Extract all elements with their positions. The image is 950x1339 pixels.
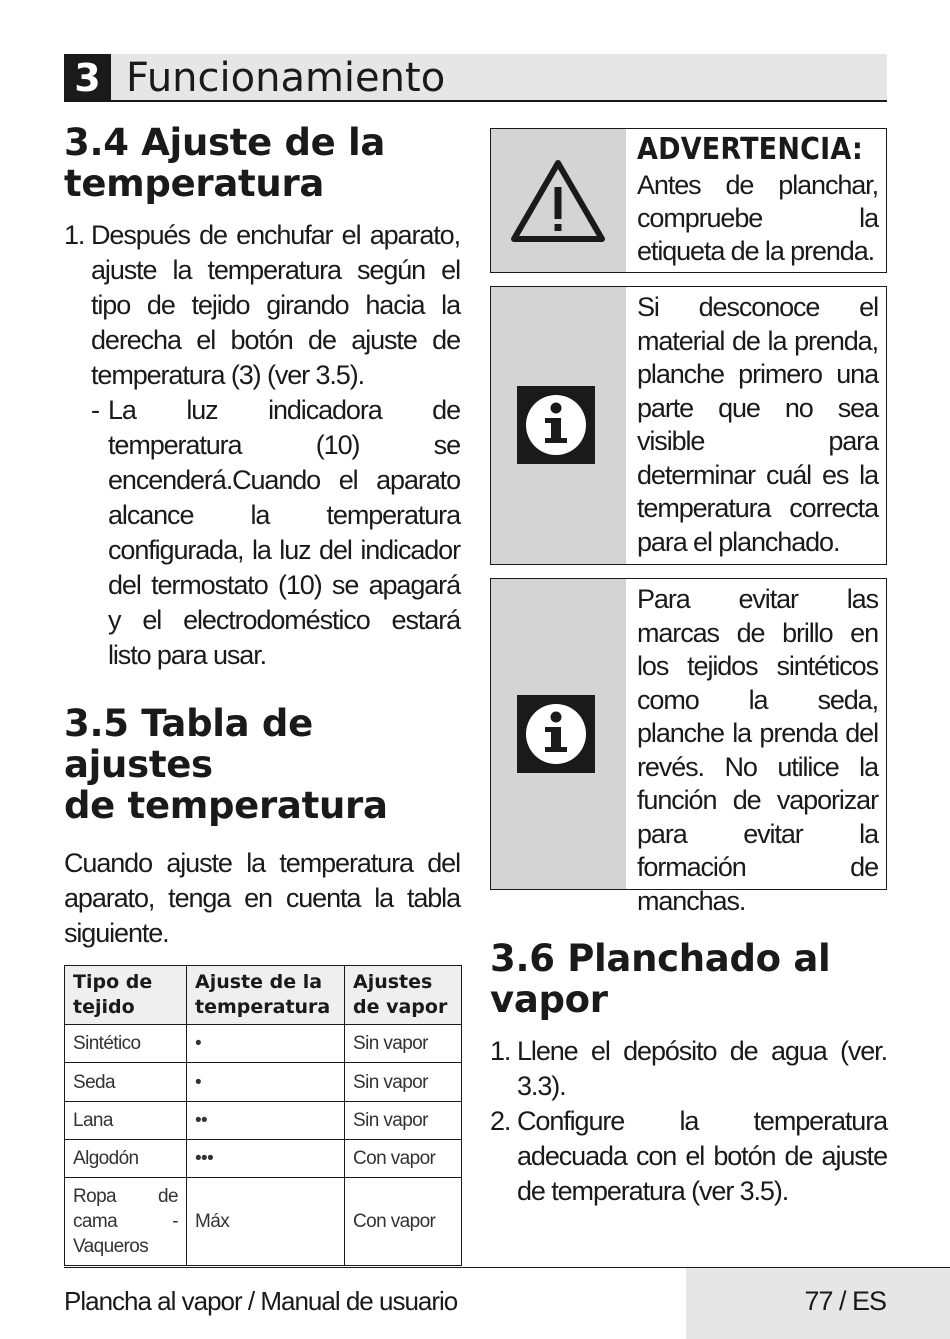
sub-item-text: La luz indicadora de temperatura (10) se encenderá.Cuando el aparato alcance la temperatura configurada, la luz del indicador del termostato (10) se apagará y el electrodoméstico estará listo para usar.: [108, 395, 460, 670]
info-text-1: Si desconoce el material de la prenda, planche primero una parte que no sea visible para determinar cuál es la temperatura correcta para el planchado.: [637, 292, 878, 557]
info-icon: [491, 287, 626, 564]
section-3-6-step-1: [490, 1034, 887, 1104]
cell-fabric: Sintético: [65, 1025, 187, 1063]
info-box-2: [490, 578, 887, 916]
warning-text-cell: [637, 129, 886, 268]
header-fabric-type: Tipo de tejido: [65, 966, 187, 1025]
cell-temperature: ••: [187, 1102, 345, 1140]
right-column: [490, 128, 887, 1209]
warning-triangle-icon: [491, 129, 626, 272]
header-steam-setting: Ajustes de vapor: [345, 966, 462, 1025]
warning-box: [490, 128, 887, 273]
chapter-number: 3: [64, 54, 111, 102]
info-text-cell-2: [637, 579, 886, 918]
cell-fabric: Algodón: [65, 1140, 187, 1178]
warning-text: Antes de planchar, compruebe la etiqueta de la prenda.: [637, 170, 878, 266]
info-icon-cell: [491, 287, 626, 564]
section-3-5-title: 3.5 Tabla de ajustes de temperatura: [64, 702, 388, 827]
section-3-6-step-2: [490, 1104, 887, 1209]
cell-fabric: Ropa de cama - Vaqueros: [65, 1178, 187, 1266]
cell-fabric: Lana: [65, 1102, 187, 1140]
chapter-title: Funcionamiento: [126, 55, 446, 101]
cell-steam: Sin vapor: [345, 1025, 462, 1063]
cell-temperature: Máx: [187, 1178, 345, 1266]
footer-manual-title: Plancha al vapor / Manual de usuario: [64, 1286, 458, 1316]
temperature-table: [64, 965, 462, 1266]
dash-bullet: -: [91, 395, 99, 425]
section-3-5-intro: Cuando ajuste la temperatura del aparato, tenga en cuenta la tabla siguiente.: [64, 848, 460, 948]
step-text: Configure la temperatura adecuada con el botón de ajuste de temperatura (ver 3.5).: [517, 1106, 887, 1206]
cell-steam: Con vapor: [345, 1140, 462, 1178]
step-number: 1.: [64, 220, 85, 250]
warning-title: ADVERTENCIA:: [637, 132, 863, 167]
table-row: [65, 1140, 462, 1178]
cell-steam: Sin vapor: [345, 1063, 462, 1102]
cell-fabric: Seda: [65, 1063, 187, 1102]
cell-steam: Con vapor: [345, 1178, 462, 1266]
table-row: [65, 1063, 462, 1102]
cell-steam: Sin vapor: [345, 1102, 462, 1140]
step-text: Llene el depósito de agua (ver. 3.3).: [517, 1036, 887, 1101]
section-3-4-step-1: [64, 218, 460, 393]
table-row: [65, 1025, 462, 1063]
section-3-4-title: 3.4 Ajuste de la temperatura: [64, 121, 386, 205]
table-header-row: [65, 966, 462, 1025]
info-icon-cell: [491, 579, 626, 889]
left-column: [64, 122, 460, 1266]
info-box-1: [490, 286, 887, 565]
step-number: 1.: [490, 1036, 511, 1066]
footer-page-number: 77 / ES: [804, 1286, 886, 1316]
info-text-cell-1: [637, 287, 886, 559]
section-3-6-title: 3.6 Planchado al vapor: [490, 937, 831, 1021]
info-text-2: Para evitar las marcas de brillo en los tejidos sintéticos como la seda, planche la prenda del revés. No utilice la función de vaporizar para evitar la formación de manchas.: [637, 584, 878, 916]
step-text: Después de enchufar el aparato, ajuste la temperatura según el tipo de tejido girando hacia la derecha el botón de ajuste de temperatura (3) (ver 3.5).: [91, 220, 460, 390]
info-icon: [491, 579, 626, 889]
cell-temperature: •: [187, 1025, 345, 1063]
warning-icon-cell: [491, 129, 626, 272]
chapter-header: [64, 54, 887, 102]
section-3-4-sub-item: [64, 393, 460, 673]
cell-temperature: •••: [187, 1140, 345, 1178]
header-temperature-setting: Ajuste de la temperatura: [187, 966, 345, 1025]
table-row: [65, 1102, 462, 1140]
step-number: 2.: [490, 1106, 511, 1136]
cell-temperature: •: [187, 1063, 345, 1102]
table-row: [65, 1178, 462, 1266]
